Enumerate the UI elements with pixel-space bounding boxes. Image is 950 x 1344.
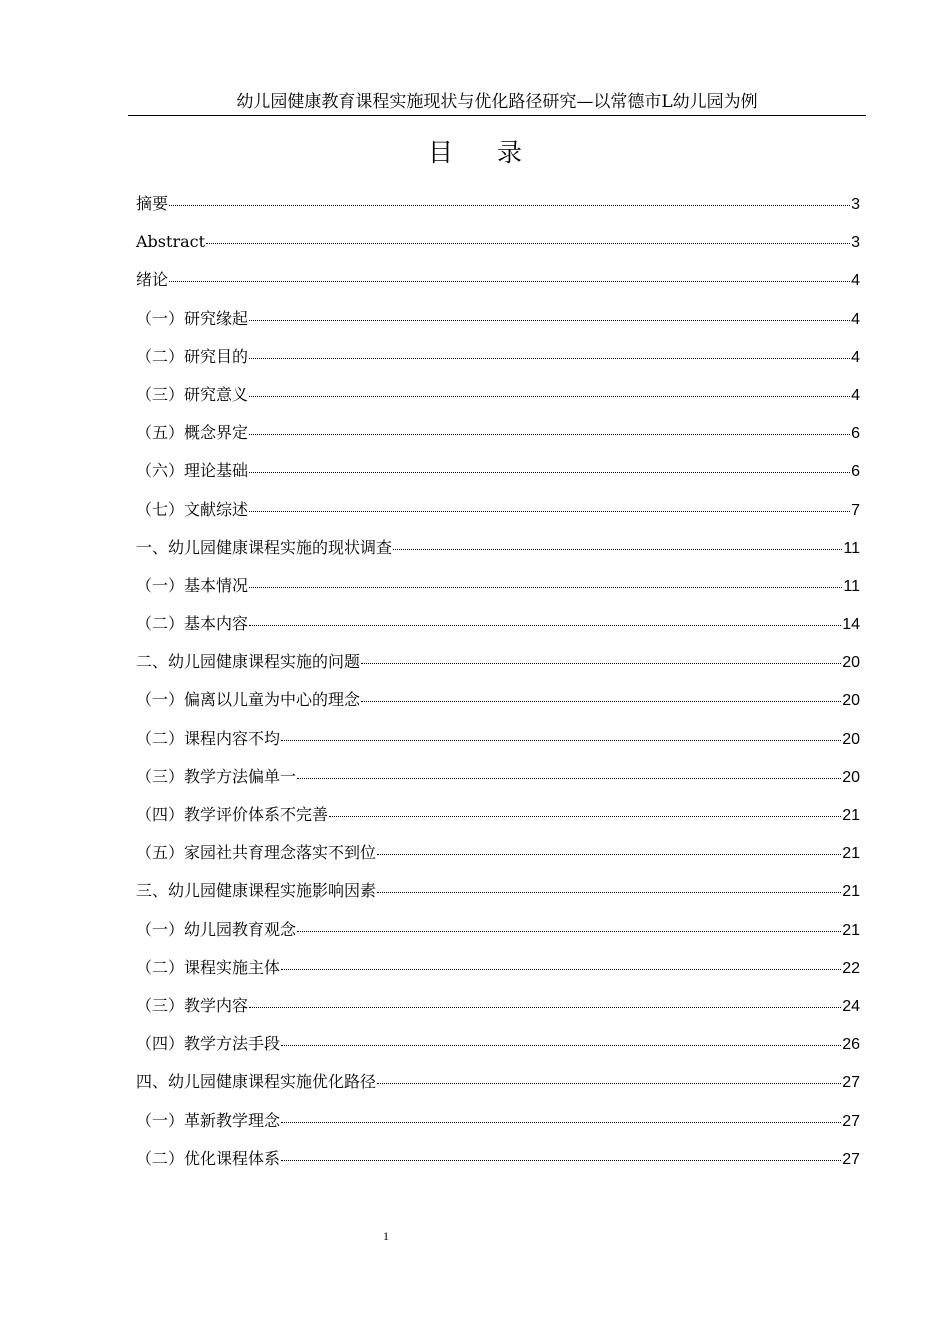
toc-entry-title: 二、幼儿园健康课程实施的问题 xyxy=(136,652,361,672)
toc-entry-page-number: 27 xyxy=(842,1074,860,1092)
toc-entry[interactable] xyxy=(136,306,860,344)
toc-entry[interactable] xyxy=(136,1108,860,1146)
toc-entry-page-number: 20 xyxy=(842,654,860,672)
toc-entry[interactable] xyxy=(136,420,860,458)
toc-entry-title: （一）幼儿园教育观念 xyxy=(136,919,297,939)
toc-entry-title: （三）研究意义 xyxy=(136,384,249,404)
toc-dot-leader xyxy=(377,854,841,855)
toc-entry[interactable] xyxy=(136,1069,860,1107)
toc-dot-leader xyxy=(249,625,841,626)
toc-entry-page-number: 14 xyxy=(842,616,860,634)
toc-dot-leader xyxy=(281,1045,841,1046)
running-header-title: 幼儿园健康教育课程实施现状与优化路径研究—以常德市L幼儿园为例 xyxy=(236,92,758,112)
toc-entry-page-number: 21 xyxy=(842,845,860,863)
toc-entry-title: （一）基本情况 xyxy=(136,575,249,595)
toc-entry-page-number: 3 xyxy=(851,234,860,252)
toc-dot-leader xyxy=(361,701,841,702)
toc-entry-title: （二）优化课程体系 xyxy=(136,1148,281,1168)
toc-entry-title: （六）理论基础 xyxy=(136,461,249,481)
toc-entry[interactable] xyxy=(136,726,860,764)
toc-entry-title: （五）概念界定 xyxy=(136,423,249,443)
toc-dot-leader xyxy=(297,778,841,779)
toc-entry-title: （二）研究目的 xyxy=(136,346,249,366)
toc-entry[interactable] xyxy=(136,917,860,955)
toc-entry-title: （一）革新教学理念 xyxy=(136,1110,281,1130)
toc-dot-leader xyxy=(361,663,841,664)
toc-entry-title: 三、幼儿园健康课程实施影响因素 xyxy=(136,881,377,901)
toc-dot-leader xyxy=(249,1007,841,1008)
toc-dot-leader xyxy=(249,434,850,435)
toc-entry-page-number: 21 xyxy=(842,921,860,939)
toc-entry-page-number: 3 xyxy=(851,196,860,213)
toc-entry-page-number: 4 xyxy=(851,272,860,290)
toc-entry[interactable] xyxy=(136,687,860,725)
toc-entry-page-number: 27 xyxy=(842,1112,860,1130)
toc-entry-page-number: 7 xyxy=(851,501,860,519)
toc-dot-leader xyxy=(297,931,841,932)
toc-dot-leader xyxy=(281,1122,841,1123)
toc-entry[interactable] xyxy=(136,1146,860,1184)
toc-entry-title: Abstract xyxy=(136,232,206,252)
toc-dot-leader xyxy=(281,740,841,741)
toc-dot-leader xyxy=(169,281,850,282)
toc-entry-page-number: 4 xyxy=(851,310,860,328)
toc-dot-leader xyxy=(249,587,842,588)
toc-entry[interactable] xyxy=(136,229,860,267)
toc-entry-title: （七）文献综述 xyxy=(136,499,249,519)
toc-dot-leader xyxy=(281,1160,841,1161)
toc-dot-leader xyxy=(169,205,850,206)
toc-dot-leader xyxy=(206,243,850,244)
toc-title: 目录 xyxy=(427,138,566,167)
toc-entry-page-number: 6 xyxy=(851,425,860,443)
toc-entry[interactable] xyxy=(136,1031,860,1069)
toc-dot-leader xyxy=(329,816,841,817)
toc-entry-title: （五）家园社共育理念落实不到位 xyxy=(136,843,377,863)
toc-entry-page-number: 4 xyxy=(851,348,860,366)
toc-entry[interactable] xyxy=(136,955,860,993)
toc-entry[interactable] xyxy=(136,382,860,420)
toc-entry[interactable] xyxy=(136,993,860,1031)
toc-entry-title: （一）研究缘起 xyxy=(136,308,249,328)
toc-entry-title: （四）教学方法手段 xyxy=(136,1034,281,1054)
toc-entry-title: （二）课程内容不均 xyxy=(136,728,281,748)
toc-entry[interactable] xyxy=(136,497,860,535)
toc-entry-page-number: 4 xyxy=(851,386,860,404)
toc-entry-title: （四）教学评价体系不完善 xyxy=(136,805,329,824)
toc-entry[interactable] xyxy=(136,611,860,649)
toc-entry-page-number: 27 xyxy=(842,1150,860,1168)
toc-entry-page-number: 21 xyxy=(842,807,860,824)
page-number: 1 xyxy=(383,1229,389,1243)
toc-entry[interactable] xyxy=(136,191,860,229)
table-of-contents xyxy=(136,191,860,1184)
toc-entry-title: （三）教学方法偏单一 xyxy=(136,766,297,786)
toc-entry-page-number: 11 xyxy=(843,539,860,557)
toc-entry-page-number: 20 xyxy=(842,730,860,748)
toc-entry-title: 四、幼儿园健康课程实施优化路径 xyxy=(136,1072,377,1092)
toc-entry-page-number: 6 xyxy=(851,463,860,481)
toc-entry[interactable] xyxy=(136,878,860,916)
toc-dot-leader xyxy=(377,1083,841,1084)
toc-dot-leader xyxy=(393,549,842,550)
toc-entry-title: 摘要 xyxy=(136,194,169,213)
toc-entry-page-number: 21 xyxy=(842,883,860,901)
header-divider xyxy=(128,115,866,116)
toc-entry-page-number: 20 xyxy=(842,768,860,786)
toc-entry[interactable] xyxy=(136,344,860,382)
toc-entry[interactable] xyxy=(136,840,860,878)
toc-entry-title: 一、幼儿园健康课程实施的现状调查 xyxy=(136,537,393,557)
toc-entry-page-number: 11 xyxy=(843,577,860,595)
toc-dot-leader xyxy=(249,320,850,321)
toc-dot-leader xyxy=(249,472,850,473)
toc-entry[interactable] xyxy=(136,267,860,305)
toc-entry-title: （三）教学内容 xyxy=(136,995,249,1015)
toc-dot-leader xyxy=(281,969,841,970)
toc-entry[interactable] xyxy=(136,802,860,840)
toc-entry[interactable] xyxy=(136,458,860,496)
toc-entry-title: （一）偏离以儿童为中心的理念 xyxy=(136,690,361,710)
toc-dot-leader xyxy=(249,358,850,359)
toc-entry-title: 绪论 xyxy=(136,270,169,290)
toc-entry-page-number: 20 xyxy=(842,692,860,710)
toc-entry[interactable] xyxy=(136,573,860,611)
toc-dot-leader xyxy=(249,396,850,397)
toc-dot-leader xyxy=(377,892,841,893)
toc-entry-title: （二）课程实施主体 xyxy=(136,957,281,977)
toc-entry-page-number: 26 xyxy=(842,1036,860,1054)
toc-entry-page-number: 24 xyxy=(842,997,860,1015)
toc-dot-leader xyxy=(249,511,850,512)
toc-entry[interactable] xyxy=(136,535,860,573)
toc-entry[interactable] xyxy=(136,649,860,687)
toc-entry-title: （二）基本内容 xyxy=(136,614,249,634)
toc-entry-page-number: 22 xyxy=(842,959,860,977)
toc-entry[interactable] xyxy=(136,764,860,802)
